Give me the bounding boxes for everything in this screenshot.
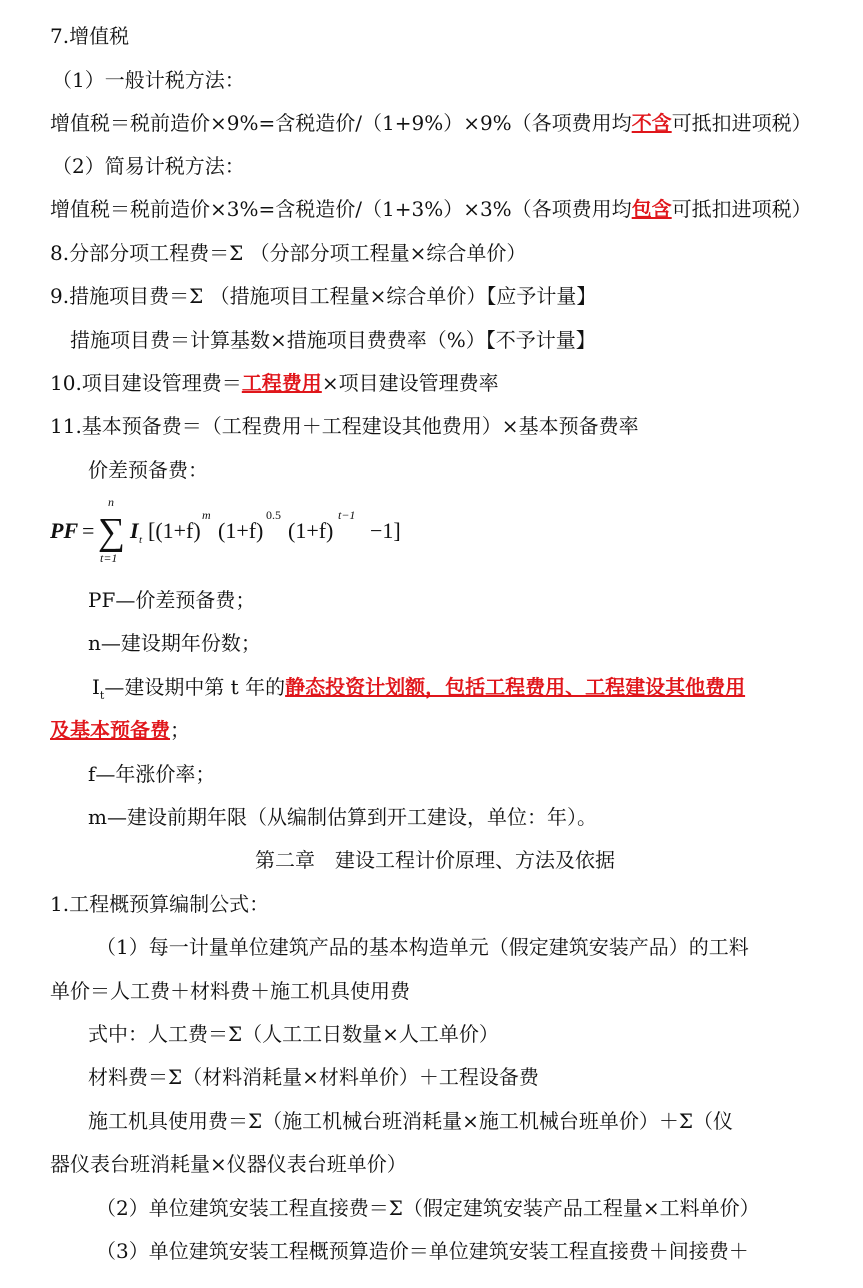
direct-cost-formula: （2）单位建筑安装工程直接费＝Σ（假定建筑安装产品工程量×工料单价）: [96, 1196, 760, 1220]
item-11-formula: 11.基本预备费＝（工程费用＋工程建设其他费用）×基本预备费率: [50, 414, 639, 438]
simple-tax-method: （2）简易计税方法：: [52, 154, 245, 178]
unit-price-para: （1）每一计量单位建筑产品的基本构造单元（假定建筑安装产品）的工料: [96, 935, 749, 959]
formula-it: I: [130, 518, 139, 543]
formula-lhs: PF: [50, 518, 79, 543]
formula-sigma: ∑: [98, 511, 126, 553]
item-10-tail: ×项目建设管理费率: [321, 371, 499, 395]
formula-exp-m: m: [202, 508, 211, 522]
measure-fee-formula: 措施项目费＝计算基数×措施项目费费率（%）【不予计量】: [70, 328, 596, 352]
formula-sum-bottom: t=1: [100, 551, 118, 565]
basic-reserve-highlight: 及基本预备费: [50, 718, 170, 742]
formula-exp-half: 0.5: [266, 508, 281, 522]
unit-price-para-cont: 单价＝人工费＋材料费＋施工机具使用费: [50, 979, 410, 1003]
formula-sum-top: n: [108, 495, 114, 509]
vat-general-formula: [50, 110, 812, 136]
item-10-text: 10.项目建设管理费＝: [50, 371, 242, 395]
included-highlight: 包含: [631, 197, 672, 221]
budget-cost-formula: （3）单位建筑安装工程概预算造价＝单位建筑安装工程直接费＋间接费＋: [96, 1239, 749, 1263]
engineering-cost-highlight: 工程费用: [241, 371, 322, 395]
item-10-formula: [50, 370, 499, 396]
excluded-highlight: 不含: [631, 111, 672, 135]
it-definition: [92, 674, 745, 709]
vat-simple-formula: [50, 196, 812, 222]
formula-it-sub: t: [139, 534, 143, 546]
vat-general-text: 增值税＝税前造价×9%=含税造价/（1+9%）×9%（各项费用均: [50, 111, 632, 135]
labor-cost-formula: 式中：人工费＝Σ（人工工日数量×人工单价）: [88, 1022, 499, 1046]
formula-term-b: (1+f): [218, 518, 264, 543]
m-definition: m—建设前期年限（从编制估算到开工建设，单位：年）。: [88, 805, 597, 829]
chapter-2-heading: 第二章 建设工程计价原理、方法及依据: [255, 848, 615, 872]
vat-simple-tail: 可抵扣进项税）: [671, 197, 812, 221]
item-1-title: 1.工程概预算编制公式：: [50, 892, 270, 916]
n-definition: n—建设期年份数；: [88, 631, 261, 655]
machine-cost-formula-cont: 器仪表台班消耗量×仪器仪表台班单价）: [50, 1152, 407, 1176]
item-9-formula: 9.措施项目费＝Σ （措施项目工程量×综合单价）【应予计量】: [50, 284, 597, 308]
formula-term-a: [(1+f): [148, 518, 201, 543]
vat-simple-text: 增值税＝税前造价×3%=含税造价/（1+3%）×3%（各项费用均: [50, 197, 632, 221]
pf-definition: PF—价差预备费；: [88, 588, 256, 612]
vat-general-tail: 可抵扣进项税）: [671, 111, 812, 135]
formula-term-d: −1]: [370, 518, 401, 543]
price-diff-label: 价差预备费：: [88, 458, 208, 482]
formula-exp-t1: t−1: [338, 508, 356, 522]
formula-term-c: (1+f): [288, 518, 334, 543]
formula-eq: =: [82, 518, 95, 543]
it-subscript: t: [99, 689, 105, 702]
it-definition-cont: [50, 717, 190, 743]
machine-cost-formula: 施工机具使用费＝Σ（施工机械台班消耗量×施工机械台班单价）＋Σ（仪: [88, 1109, 734, 1133]
item-7-title: 7.增值税: [50, 24, 130, 48]
it-symbol: I: [92, 675, 100, 699]
it-text: —建设期中第 t 年的: [104, 675, 286, 699]
item-8-formula: 8.分部分项工程费＝Σ （分部分项工程量×综合单价）: [50, 241, 527, 265]
it-definition-end: ；: [170, 718, 190, 742]
material-cost-formula: 材料费＝Σ（材料消耗量×材料单价）＋工程设备费: [88, 1065, 539, 1089]
static-investment-highlight: 静态投资计划额，包括工程费用、工程建设其他费用: [285, 675, 746, 699]
general-tax-method: （1）一般计税方法：: [52, 68, 245, 92]
price-diff-formula: [50, 492, 430, 570]
f-definition: f—年涨价率；: [88, 762, 216, 786]
